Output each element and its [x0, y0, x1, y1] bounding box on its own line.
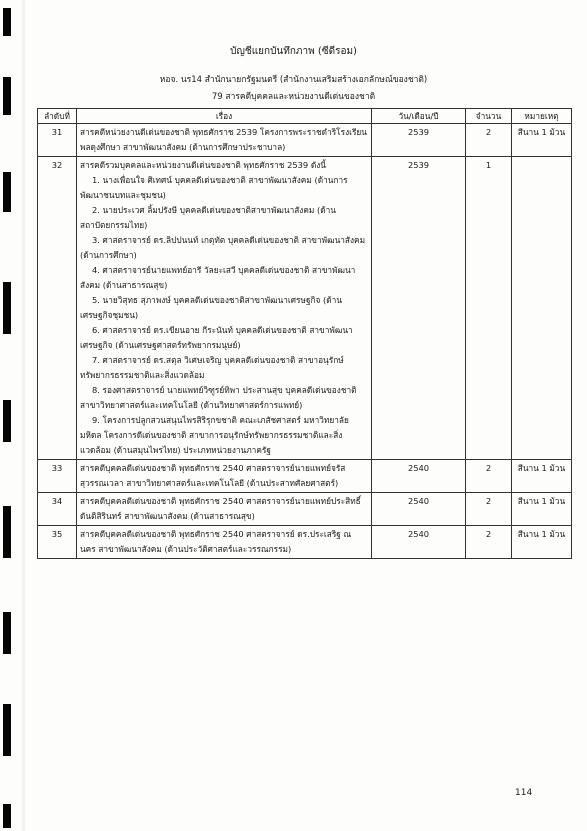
binder-hole-5 — [3, 506, 11, 558]
subject-item: 1. นางเพื่อนใจ ศิเทศน์ บุคคลดีเด่นของชาติ สาขาพัฒนาสังคม (ด้านการพัฒนาชนบทและชุมชน) — [80, 175, 348, 200]
subject-item: 3. ศาสตราจารย์ ดร.ลิปปนนท์ เกตุทัต บุคคลดีเด่นของชาติ สาขาพัฒนาสังคม (ด้านการศึกษา) — [80, 235, 366, 260]
row-subject — [77, 526, 372, 559]
row-date: 2540 — [372, 526, 466, 559]
scan-margin-shadow — [22, 0, 25, 831]
subject-item: 4. ศาสตราจารย์นายแพทย์อารี วัลยะเสวี บุคคลดีเด่นของชาติ สาขาพัฒนาสังคม (ด้านสาธารณสุข) — [80, 265, 356, 290]
binder-hole-bottom — [3, 804, 11, 828]
subject-item: 2. นายประเวศ ลิ้มปรังษี บุคคลดีเด่นของชาติสาขาพัฒนาสังคม (ด้านสถาปัตยกรรมไทย) — [80, 205, 336, 230]
subject-text: สารคดีบุคคลดีเด่นของชาติ พุทธศักราช 2540 ศาสตราจารย์นายแพทย์จรัส สุวรรณเวลา สาขาวิทยาศาสตร์และเทคโนโลยี (ด้านประสาทศัลยศาสตร์) — [80, 463, 346, 488]
table-row — [38, 526, 572, 559]
row-quantity: 2 — [466, 526, 512, 559]
row-date: 2540 — [372, 460, 466, 493]
row-note: สีนาน 1 ม้วน — [512, 493, 572, 526]
subject-text: สารคดีรวมบุคคลและหน่วยงานดีเด่นของชาติ พุทธศักราช 2539 ดังนี้ — [80, 160, 326, 170]
row-number: 35 — [38, 526, 77, 559]
row-number: 33 — [38, 460, 77, 493]
binder-hole-6 — [3, 612, 11, 654]
subject-item: 6. ศาสตราจารย์ ดร.เขียนอาย กีระนันท์ บุคคลดีเด่นของชาติ สาขาพัฒนาเศรษฐกิจ (ด้านเศรษฐศาสตร์ทรัพยากรมนุษย์) — [80, 325, 353, 350]
row-subject — [77, 157, 372, 460]
subject-text: สารคดีบุคคลดีเด่นของชาติ พุทธศักราช 2540 ศาสตราจารย์ ดร.ประเสริฐ ณ นคร สาขาพัฒนาสังคม (ด้านประวัติศาสตร์และวรรณกรรม) — [80, 529, 352, 554]
row-quantity: 2 — [466, 124, 512, 157]
row-subject — [77, 460, 372, 493]
subject-text: สารคดีบุคคลดีเด่นของชาติ พุทธศักราช 2540 ศาสตราจารย์นายแพทย์ประสิทธิ์ ดันติสิรินทร์ สาขาพัฒนาสังคม (ด้านสาธารณสุข) — [80, 496, 361, 521]
row-subject — [77, 493, 372, 526]
row-note: สีนาน 1 ม้วน — [512, 124, 572, 157]
table-row — [38, 493, 572, 526]
row-date: 2540 — [372, 493, 466, 526]
row-note: สีนาน 1 ม้วน — [512, 526, 572, 559]
row-number: 34 — [38, 493, 77, 526]
table-row — [38, 157, 572, 460]
agency-line: หอจ. นร14 สำนักนายกรัฐมนตรี (สำนักงานเสริมสร้างเอกลักษณ์ของชาติ) — [159, 75, 428, 85]
subject-item: 9. โครงการปลูกสวนสนุนไพรสิริรุกขชาติ คณะเภสัชศาสตร์ มหาวิทยาลัยมหิดล โครงการดีเด่นของชาติ สาขาการอนุรักษ์ทรัพยากรธรรมชาติและสิ่งแวดล้อม (ด้านสมุนไพรไทย) ประเภทหน่วยงานภาครัฐ — [80, 415, 349, 455]
binder-hole-4 — [3, 400, 11, 442]
row-date: 2539 — [372, 124, 466, 157]
column-header-subject: เรื่อง — [77, 109, 372, 124]
binder-hole-7 — [3, 704, 11, 756]
subject-item: 5. นายวิสุทธ สุภาพงษ์ บุคคลดีเด่นของชาติสาขาพัฒนาเศรษฐกิจ (ด้านเศรษฐกิจชุมชน) — [80, 295, 343, 320]
document-title: บัญชีแยกบันทึกภาพ (ซีดีรอม) — [230, 46, 357, 57]
row-note: สีนาน 1 ม้วน — [512, 460, 572, 493]
row-quantity: 2 — [466, 460, 512, 493]
table-row — [38, 124, 572, 157]
collection-line: 79 สารคดีบุคคลและหน่วยงานดีเด่นของชาติ — [211, 92, 376, 102]
record-table — [37, 108, 572, 559]
column-header-date: วัน/เดือน/ปี — [372, 109, 466, 124]
row-quantity: 1 — [466, 157, 512, 460]
row-quantity: 2 — [466, 493, 512, 526]
table-row — [38, 460, 572, 493]
subject-text: สารคดีหน่วยงานดีเด่นของชาติ พุทธศักราช 2539 โครงการพระราชดำริโรงเรียนพลดุงศึกษา สาขาพัฒนาสังคม (ด้านการศึกษาประชาบาล) — [80, 127, 367, 152]
column-header-note: หมายเหตุ — [512, 109, 572, 124]
row-note — [512, 157, 572, 460]
column-header-quantity: จำนวน — [466, 109, 512, 124]
row-date: 2539 — [372, 157, 466, 460]
binder-hole-2 — [3, 172, 11, 212]
row-number: 31 — [38, 124, 77, 157]
page-number: 114 — [515, 788, 533, 798]
row-subject — [77, 124, 372, 157]
subject-item: 8. รองศาสตราจารย์ นายแพทย์วิฑูรย์ทิพา ประสานสุข บุคคลดีเด่นของชาติ สาขาวิทยาศาสตร์และเทคโนโลยี (ด้านวิทยาศาสตร์การแพทย์) — [80, 385, 357, 410]
binder-hole-3 — [3, 282, 11, 334]
column-header-number: ลำดับที่ — [38, 109, 77, 124]
binder-hole-top — [3, 8, 11, 36]
row-number: 32 — [38, 157, 77, 460]
subject-item: 7. ศาสตราจารย์ ดร.สตุล วิเศษเจริญ บุคคลดีเด่นของชาติ สาขาอนุรักษ์ทรัพยากรธรรมชาติและสิ่งแวดล้อม — [80, 355, 344, 380]
table-header-row — [38, 109, 572, 124]
